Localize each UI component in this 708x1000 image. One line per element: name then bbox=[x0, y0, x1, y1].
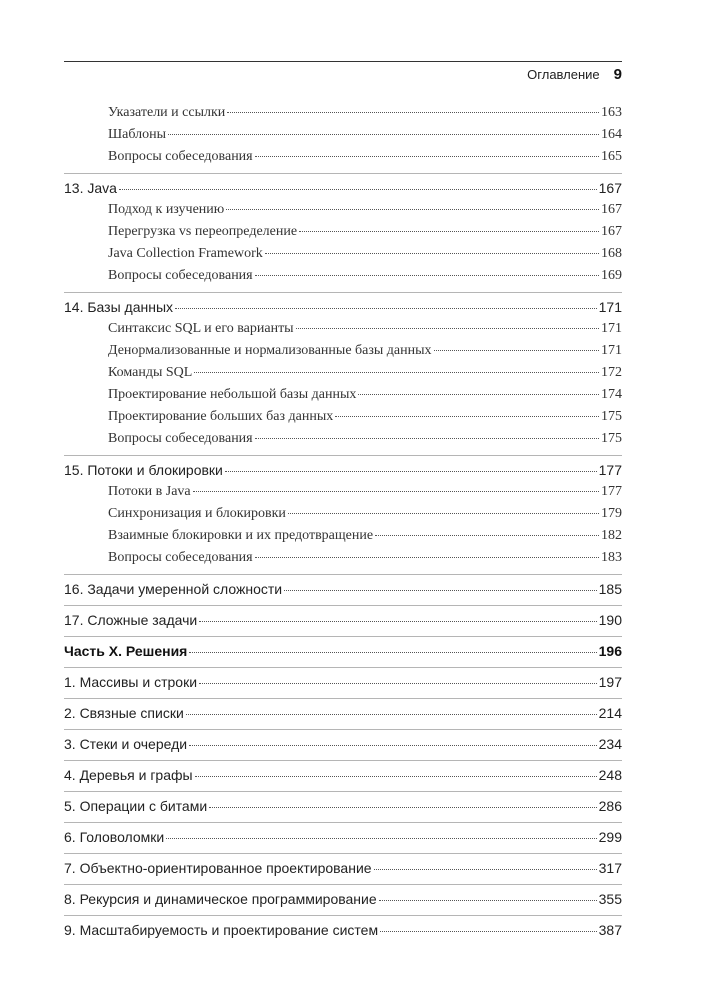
toc-subentry[interactable] bbox=[108, 550, 622, 566]
toc-entry-page: 172 bbox=[601, 365, 622, 380]
dot-leader bbox=[119, 189, 597, 190]
toc-entry-title: Вопросы собеседования bbox=[108, 149, 253, 164]
toc-subentry[interactable] bbox=[108, 506, 622, 522]
dot-leader bbox=[194, 372, 599, 373]
toc-entry-title: Указатели и ссылки bbox=[108, 105, 226, 120]
toc-subentry[interactable] bbox=[108, 321, 622, 337]
toc-chapter-entry[interactable] bbox=[64, 674, 622, 690]
toc-entry-title: Проектирование небольшой базы данных bbox=[108, 387, 357, 402]
dot-leader bbox=[265, 253, 599, 254]
toc-entry-title: 4. Деревья и графы bbox=[64, 767, 193, 783]
dot-leader bbox=[284, 590, 597, 591]
toc-subentry[interactable] bbox=[108, 105, 622, 121]
toc-entry-title: Команды SQL bbox=[108, 365, 193, 380]
toc-entry-title: 6. Головоломки bbox=[64, 829, 165, 845]
toc-entry-page: 177 bbox=[598, 462, 622, 478]
toc-subentry[interactable] bbox=[108, 365, 622, 381]
dot-leader bbox=[166, 838, 596, 839]
dot-leader bbox=[375, 535, 599, 536]
toc-entry-page: 175 bbox=[601, 409, 622, 424]
toc-entry-page: 171 bbox=[601, 343, 622, 358]
toc-chapter-entry[interactable] bbox=[64, 767, 622, 783]
dot-leader bbox=[193, 491, 599, 492]
dot-leader bbox=[195, 776, 597, 777]
toc-entry-title: 7. Объектно-ориентированное проектирование bbox=[64, 860, 372, 876]
section-separator bbox=[64, 729, 622, 730]
toc-entry-page: 177 bbox=[601, 484, 622, 499]
toc-subentry[interactable] bbox=[108, 387, 622, 403]
toc-entry-page: 164 bbox=[601, 127, 622, 142]
section-separator bbox=[64, 822, 622, 823]
toc-entry-title: Шаблоны bbox=[108, 127, 166, 142]
toc-entry-title: Синтаксис SQL и его варианты bbox=[108, 321, 294, 336]
toc-entry-title: Часть X. Решения bbox=[64, 643, 188, 659]
dot-leader bbox=[199, 621, 596, 622]
toc-entry-page: 317 bbox=[598, 860, 622, 876]
section-separator bbox=[64, 574, 622, 575]
toc-entry-page: 387 bbox=[598, 922, 622, 938]
toc-entry-page: 179 bbox=[601, 506, 622, 521]
toc-chapter-entry[interactable] bbox=[64, 462, 622, 478]
toc-entry-page: 167 bbox=[601, 202, 622, 217]
toc-chapter-entry[interactable] bbox=[64, 612, 622, 628]
toc-entry-page: 355 bbox=[598, 891, 622, 907]
dot-leader bbox=[299, 231, 599, 232]
toc-entry-page: 185 bbox=[598, 581, 622, 597]
toc-entry-page: 171 bbox=[598, 299, 622, 315]
toc-entry-page: 183 bbox=[601, 550, 622, 565]
section-separator bbox=[64, 884, 622, 885]
toc-entry-title: 3. Стеки и очереди bbox=[64, 736, 188, 752]
section-separator bbox=[64, 698, 622, 699]
toc-entry-page: 165 bbox=[601, 149, 622, 164]
section-separator bbox=[64, 636, 622, 637]
toc-entry-title: 17. Сложные задачи bbox=[64, 612, 198, 628]
dot-leader bbox=[199, 683, 597, 684]
toc-subentry[interactable] bbox=[108, 409, 622, 425]
section-separator bbox=[64, 605, 622, 606]
toc-subentry[interactable] bbox=[108, 246, 622, 262]
toc-entry-title: 14. Базы данных bbox=[64, 299, 174, 315]
dot-leader bbox=[358, 394, 599, 395]
dot-leader bbox=[189, 652, 596, 653]
toc-chapter-entry[interactable] bbox=[64, 581, 622, 597]
toc-entry-page: 171 bbox=[601, 321, 622, 336]
toc-subentry[interactable] bbox=[108, 202, 622, 218]
toc-entry-title: Вопросы собеседования bbox=[108, 550, 253, 565]
dot-leader bbox=[209, 807, 596, 808]
toc-entry-title: Денормализованные и нормализованные базы данных bbox=[108, 343, 432, 358]
dot-leader bbox=[175, 308, 597, 309]
dot-leader bbox=[380, 931, 597, 932]
toc-entry-title: Проектирование больших баз данных bbox=[108, 409, 334, 424]
toc-subentry[interactable] bbox=[108, 484, 622, 500]
dot-leader bbox=[296, 328, 599, 329]
dot-leader bbox=[255, 156, 599, 157]
section-separator bbox=[64, 455, 622, 456]
dot-leader bbox=[225, 471, 597, 472]
dot-leader bbox=[168, 134, 599, 135]
toc-entry-title: 5. Операции с битами bbox=[64, 798, 208, 814]
toc-chapter-entry[interactable] bbox=[64, 736, 622, 752]
section-separator bbox=[64, 292, 622, 293]
dot-leader bbox=[186, 714, 597, 715]
toc-entry-title: Java Collection Framework bbox=[108, 246, 263, 261]
toc-entry-page: 175 bbox=[601, 431, 622, 446]
page-number: 9 bbox=[613, 66, 622, 83]
running-header-title: Оглавление bbox=[527, 67, 600, 82]
toc-chapter-entry[interactable] bbox=[64, 860, 622, 876]
toc-subentry[interactable] bbox=[108, 127, 622, 143]
dot-leader bbox=[255, 557, 599, 558]
toc-entry-page: 174 bbox=[601, 387, 622, 402]
dot-leader bbox=[374, 869, 597, 870]
dot-leader bbox=[335, 416, 599, 417]
toc-entry-title: 9. Масштабируемость и проектирование систем bbox=[64, 922, 379, 938]
toc-entry-title: 13. Java bbox=[64, 180, 117, 196]
toc-entry-title: Перегрузка vs переопределение bbox=[108, 224, 298, 239]
section-separator bbox=[64, 173, 622, 174]
toc-subentry[interactable] bbox=[108, 431, 622, 447]
toc-entry-page: 196 bbox=[598, 643, 622, 659]
section-separator bbox=[64, 791, 622, 792]
toc-part-entry[interactable] bbox=[64, 643, 622, 659]
toc-entry-title: 1. Массивы и строки bbox=[64, 674, 198, 690]
dot-leader bbox=[226, 209, 599, 210]
toc-entry-title: 15. Потоки и блокировки bbox=[64, 462, 223, 478]
toc-entry-page: 163 bbox=[601, 105, 622, 120]
toc-entry-page: 248 bbox=[598, 767, 622, 783]
toc-chapter-entry[interactable] bbox=[64, 299, 622, 315]
section-separator bbox=[64, 667, 622, 668]
toc-entry-title: Вопросы собеседования bbox=[108, 431, 253, 446]
dot-leader bbox=[189, 745, 597, 746]
dot-leader bbox=[227, 112, 599, 113]
toc-chapter-entry[interactable] bbox=[64, 922, 622, 938]
dot-leader bbox=[434, 350, 599, 351]
toc-subentry[interactable] bbox=[108, 268, 622, 284]
toc-entry-page: 197 bbox=[598, 674, 622, 690]
section-separator bbox=[64, 915, 622, 916]
toc-entry-page: 299 bbox=[598, 829, 622, 845]
toc-entry-page: 182 bbox=[601, 528, 622, 543]
dot-leader bbox=[255, 275, 599, 276]
dot-leader bbox=[288, 513, 599, 514]
toc-entry-page: 169 bbox=[601, 268, 622, 283]
toc-entry-title: Вопросы собеседования bbox=[108, 268, 253, 283]
toc-entry-page: 167 bbox=[598, 180, 622, 196]
toc-entry-page: 190 bbox=[598, 612, 622, 628]
toc-entry-page: 167 bbox=[601, 224, 622, 239]
toc-entry-title: 16. Задачи умеренной сложности bbox=[64, 581, 283, 597]
toc-subentry[interactable] bbox=[108, 528, 622, 544]
toc-chapter-entry[interactable] bbox=[64, 829, 622, 845]
toc-entry-title: Синхронизация и блокировки bbox=[108, 506, 286, 521]
toc-chapter-entry[interactable] bbox=[64, 798, 622, 814]
toc-chapter-entry[interactable] bbox=[64, 180, 622, 196]
section-separator bbox=[64, 760, 622, 761]
toc-subentry[interactable] bbox=[108, 343, 622, 359]
toc-entry-title: Подход к изучению bbox=[108, 202, 225, 217]
toc-chapter-entry[interactable] bbox=[64, 705, 622, 721]
toc-entry-page: 214 bbox=[598, 705, 622, 721]
dot-leader bbox=[255, 438, 599, 439]
toc-subentry[interactable] bbox=[108, 224, 622, 240]
toc-subentry[interactable] bbox=[108, 149, 622, 165]
toc-chapter-entry[interactable] bbox=[64, 891, 622, 907]
toc-entry-page: 234 bbox=[598, 736, 622, 752]
toc-entry-title: Взаимные блокировки и их предотвращение bbox=[108, 528, 374, 543]
toc-entry-page: 286 bbox=[598, 798, 622, 814]
toc-entry-title: 8. Рекурсия и динамическое программирование bbox=[64, 891, 377, 907]
toc-entry-title: 2. Связные списки bbox=[64, 705, 184, 721]
toc-entry-title: Потоки в Java bbox=[108, 484, 191, 499]
dot-leader bbox=[379, 900, 597, 901]
toc-entry-page: 168 bbox=[601, 246, 622, 261]
section-separator bbox=[64, 853, 622, 854]
